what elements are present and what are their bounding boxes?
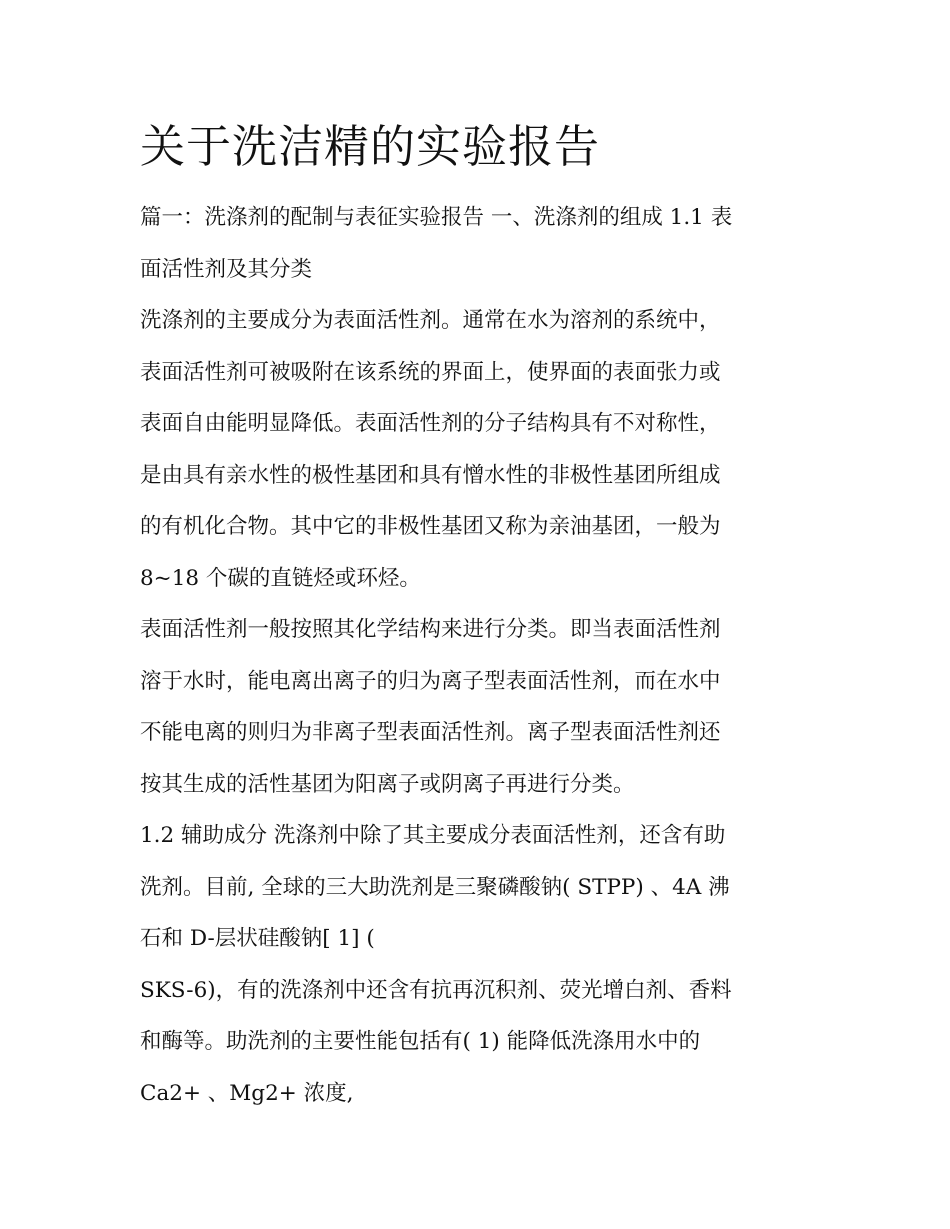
- text-line: 篇一：洗涤剂的配制与表征实验报告 一、洗涤剂的组成 1.1 表: [140, 205, 733, 230]
- text-line: 1.2 辅助成分 洗涤剂中除了其主要成分表面活性剂，还含有助: [140, 823, 726, 848]
- paragraph-auxiliary: [140, 810, 820, 965]
- paragraph-classification: [140, 604, 820, 810]
- text-line: 不能电离的则归为非离子型表面活性剂。离子型表面活性剂还: [140, 720, 721, 745]
- text-line: 表面自由能明显降低。表面活性剂的分子结构具有不对称性，: [140, 411, 721, 436]
- paragraph-additives: [140, 965, 820, 1120]
- paragraph-main-component: [140, 295, 820, 604]
- text-line: 洗涤剂的主要成分为表面活性剂。通常在水为溶剂的系统中，: [140, 308, 721, 333]
- text-line: 石和 D-层状硅酸钠[ 1] (: [140, 926, 375, 951]
- text-line: 是由具有亲水性的极性基团和具有憎水性的非极性基团所组成: [140, 462, 721, 488]
- text-line: 洗剂。目前, 全球的三大助洗剂是三聚磷酸钠( STPP) 、4A 沸: [140, 874, 730, 900]
- text-line: 按其生成的活性基团为阳离子或阴离子再进行分类。: [140, 771, 635, 797]
- text-line: 和酶等。助洗剂的主要性能包括有( 1) 能降低洗涤用水中的: [140, 1029, 701, 1054]
- document-title: 关于洗洁精的实验报告: [140, 120, 601, 173]
- document-page: [140, 112, 820, 1119]
- text-line: 面活性剂及其分类: [140, 256, 313, 282]
- text-line: 的有机化合物。其中它的非极性基团又称为亲油基团，一般为: [140, 514, 721, 539]
- text-line: Ca2+ 、Mg2+ 浓度,: [140, 1080, 354, 1106]
- text-line: SKS-6)，有的洗涤剂中还含有抗再沉积剂、荧光增白剂、香料: [140, 977, 732, 1003]
- text-line: 表面活性剂一般按照其化学结构来进行分类。即当表面活性剂: [140, 617, 721, 642]
- paragraph-heading: [140, 192, 820, 295]
- text-line: 表面活性剂可被吸附在该系统的界面上，使界面的表面张力或: [140, 359, 721, 385]
- text-line: 8~18 个碳的直链烃或环烃。: [140, 565, 421, 591]
- text-line: 溶于水时，能电离出离子的归为离子型表面活性剂，而在水中: [140, 668, 721, 694]
